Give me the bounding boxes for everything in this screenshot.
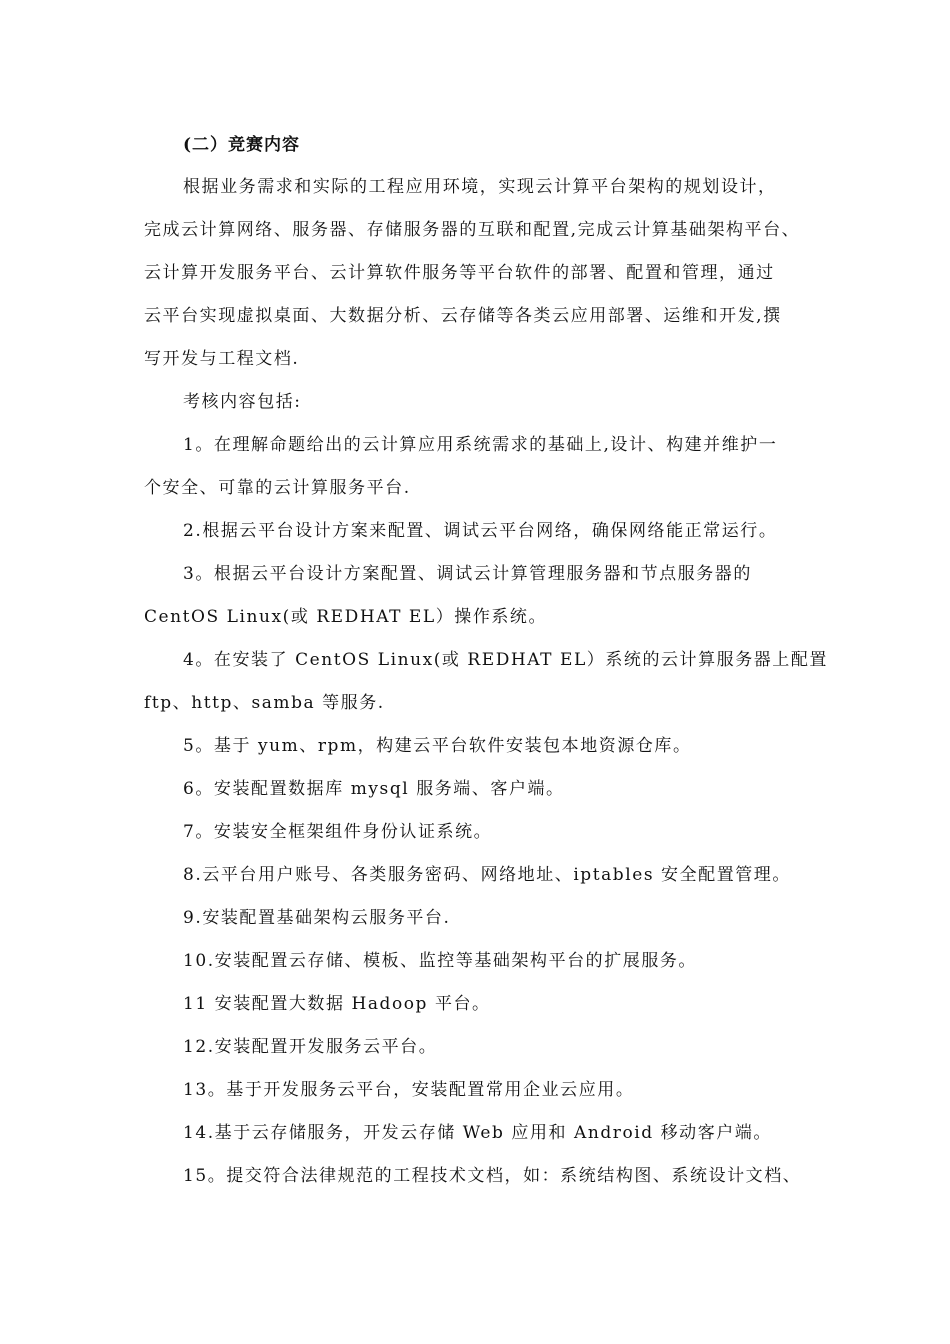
- intro-line: 云平台实现虚拟桌面、大数据分析、云存储等各类云应用部署、运维和开发,撰: [144, 306, 782, 326]
- list-item: 6。安装配置数据库 mysql 服务端、客户端。: [183, 779, 565, 799]
- list-item: 3。根据云平台设计方案配置、调试云计算管理服务器和节点服务器的: [183, 564, 752, 584]
- list-item: 7。安装安全框架组件身份认证系统。: [183, 822, 493, 842]
- section-heading: (二）竞赛内容: [183, 135, 301, 155]
- assessment-label: 考核内容包括:: [183, 392, 302, 412]
- list-item-continuation: CentOS Linux(或 REDHAT EL）操作系统。: [144, 607, 548, 627]
- list-item: 5。基于 yum、rpm，构建云平台软件安装包本地资源仓库。: [183, 736, 692, 756]
- list-item: 15。提交符合法律规范的工程技术文档，如：系统结构图、系统设计文档、: [183, 1166, 802, 1186]
- list-item-continuation: 个安全、可靠的云计算服务平台.: [144, 478, 411, 498]
- list-item: 8.云平台用户账号、各类服务密码、网络地址、iptables 安全配置管理。: [183, 865, 791, 885]
- list-item: 2.根据云平台设计方案来配置、调试云平台网络，确保网络能正常运行。: [183, 521, 778, 541]
- intro-line: 完成云计算网络、服务器、存储服务器的互联和配置,完成云计算基础架构平台、: [144, 220, 801, 240]
- list-item: 13。基于开发服务云平台，安装配置常用企业云应用。: [183, 1080, 635, 1100]
- list-item: 11 安装配置大数据 Hadoop 平台。: [183, 994, 491, 1014]
- intro-line: 根据业务需求和实际的工程应用环境，实现云计算平台架构的规划设计，: [183, 177, 777, 197]
- list-item: 12.安装配置开发服务云平台。: [183, 1037, 438, 1057]
- list-item: 1。在理解命题给出的云计算应用系统需求的基础上,设计、构建并维护一: [183, 435, 778, 455]
- list-item-continuation: ftp、http、samba 等服务.: [144, 693, 385, 713]
- list-item: 9.安装配置基础架构云服务平台.: [183, 908, 451, 928]
- list-item: 14.基于云存储服务，开发云存储 Web 应用和 Android 移动客户端。: [183, 1123, 772, 1143]
- list-item: 10.安装配置云存储、模板、监控等基础架构平台的扩展服务。: [183, 951, 697, 971]
- list-item: 4。在安装了 CentOS Linux(或 REDHAT EL）系统的云计算服务器上配置: [183, 650, 828, 670]
- intro-line: 云计算开发服务平台、云计算软件服务等平台软件的部署、配置和管理，通过: [144, 263, 775, 283]
- intro-line: 写开发与工程文档.: [144, 349, 300, 369]
